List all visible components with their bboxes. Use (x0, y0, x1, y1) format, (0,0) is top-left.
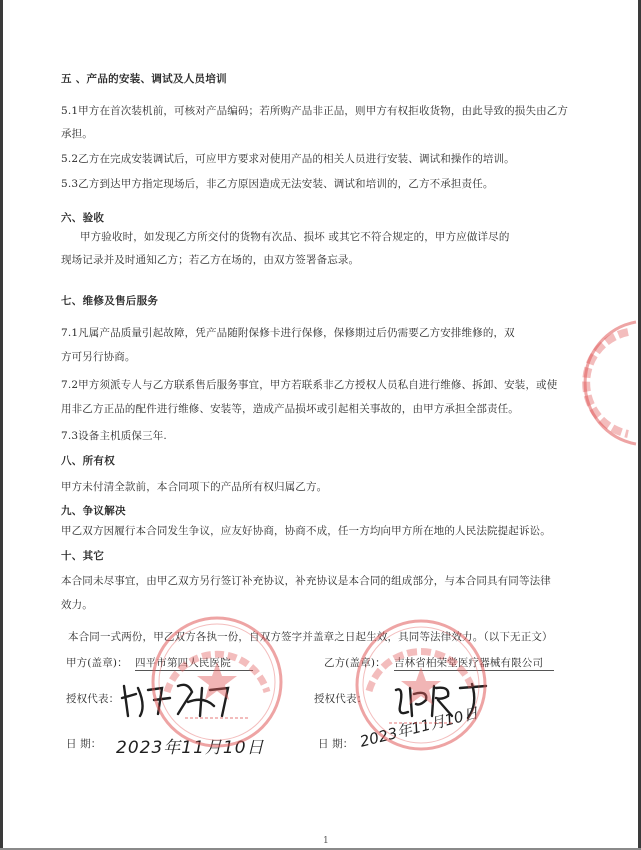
section-6-line: 现场记录并及时通知乙方；若乙方在场的，由双方签署备忘录。 (61, 254, 360, 266)
scan-edge-left (0, 0, 3, 850)
section-9-line: 甲乙双方因履行本合同发生争议，应友好协商，协商不成，任一方均向甲方所在地的人民法院提起诉讼。 (61, 525, 551, 537)
date-label-b: 日 期： (318, 738, 354, 750)
section-5-line: 5.2乙方在完成安装调试后，可应甲方要求对使用产品的相关人员进行安装、调试和操作的培训。 (61, 153, 515, 165)
section-10-line: 本合同一式两份，甲乙双方各执一份，自双方签字并盖章之日起生效，具同等法律效力。（以下无正文） (68, 631, 553, 643)
party-b-label: 乙方(盖章)： (324, 657, 386, 669)
section-10-line: 本合同未尽事宜，由甲乙双方另行签订补充协议，补充协议是本合同的组成部分，与本合同具有同等法律 (61, 575, 551, 587)
section-5-title: 五 、产品的安装、调试及人员培训 (61, 73, 227, 85)
section-7-line: 7.1凡属产品质量引起故障，凭产品随附保修卡进行保修，保修期过后仍需要乙方安排维修的，双 (61, 327, 515, 339)
section-7-line: 用非乙方正品的配件进行维修、安装等，造成产品损坏或引起相关事故的，由甲方承担全部责任。 (61, 403, 519, 415)
section-10-line: 效力。 (61, 599, 93, 611)
date-label-a: 日 期： (66, 738, 102, 750)
auth-label-b: 授权代表： (314, 693, 368, 705)
section-7-line: 7.3设备主机质保三年. (61, 430, 167, 442)
date-a-handwritten: 2023年11月10日 (116, 738, 265, 758)
party-b-name: 吉林省柏荣堂医疗器械有限公司 (394, 656, 554, 671)
seal-a-stamp (149, 614, 285, 750)
section-7-title: 七、维修及售后服务 (61, 295, 159, 307)
party-a-name: 四平市第四人民医院 (135, 656, 253, 671)
section-8-title: 八、所有权 (61, 455, 115, 467)
section-8-line: 甲方未付清全款前，本合同项下的产品所有权归属乙方。 (61, 481, 328, 493)
section-6-title: 六、验收 (61, 212, 105, 224)
section-6-line: 甲方验收时，如发现乙方所交付的货物有次品、损坏 或其它不符合规定的，甲方应做详尽的 (80, 231, 510, 243)
auth-label-a: 授权代表： (66, 693, 120, 705)
seal-side-stamp (566, 318, 641, 448)
section-5-line: 承担。 (61, 128, 93, 140)
section-10-title: 十、其它 (61, 550, 105, 562)
seal-b-stamp (353, 617, 489, 753)
party-a-label: 甲方(盖章)： (66, 657, 128, 669)
section-9-title: 九、争议解决 (61, 505, 126, 517)
section-5-line: 5.3乙方到达甲方指定现场后，非乙方原因造成无法安装、调试和培训的，乙方不承担责任。 (61, 178, 494, 190)
section-7-line: 7.2甲方须派专人与乙方联系售后服务事宜，甲方若联系非乙方授权人员私自进行维修、拆卸、安装，或使 (61, 379, 558, 391)
section-7-line: 方可另行协商。 (61, 351, 136, 363)
section-5-line: 5.1甲方在首次装机前，可核对产品编码；若所购产品非正品，则甲方有权拒收货物，由此导致的损失由乙方 (61, 105, 569, 117)
date-b-handwritten: 2023年11月10日 (357, 703, 481, 751)
page-number: 1 (323, 836, 329, 846)
